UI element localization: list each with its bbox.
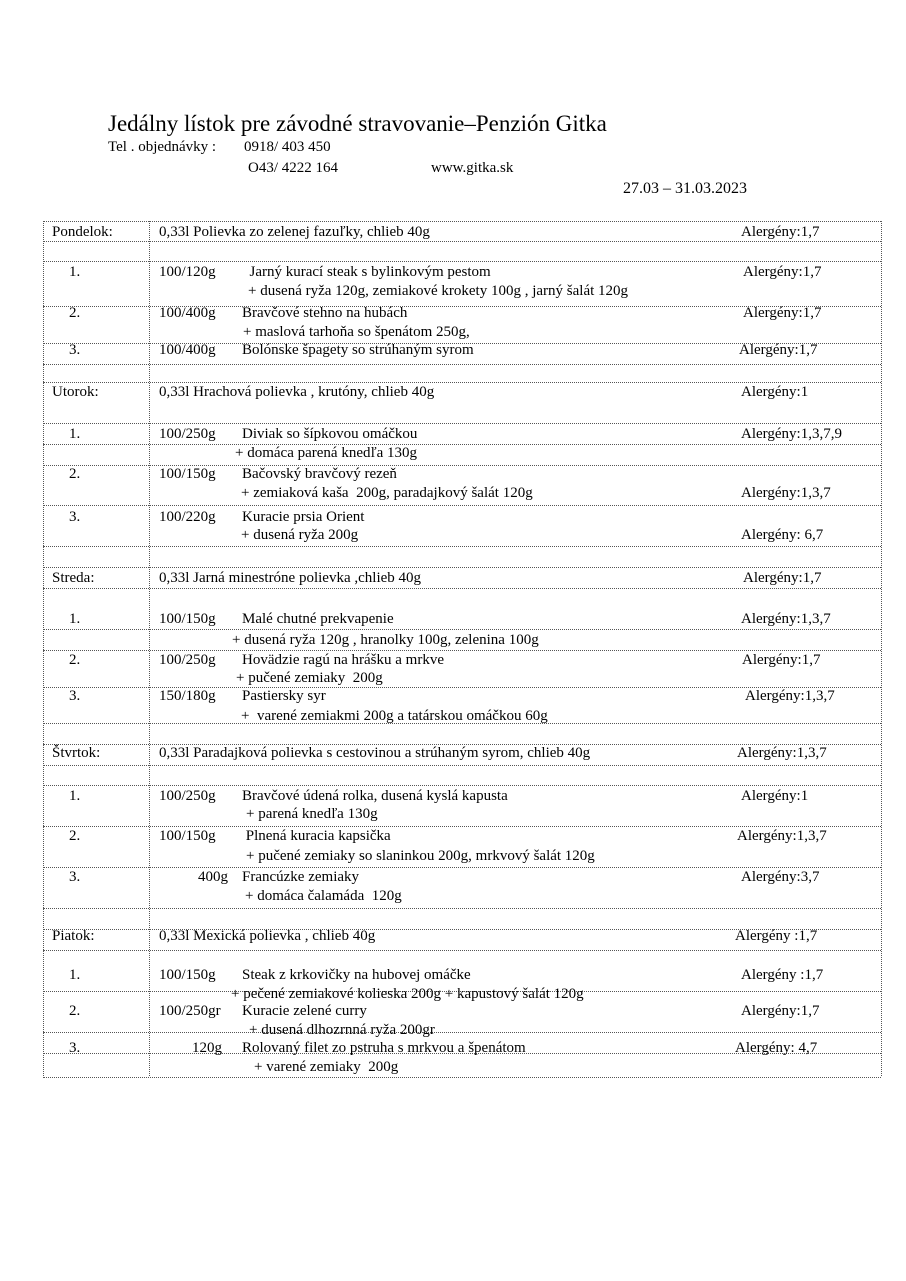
meal-number: 3. [69,1040,81,1056]
meal-number: 2. [69,828,81,844]
soup-allergens: Alergény:1,3,7 [737,745,827,761]
phone-number-1: 0918/ 403 450 [244,139,331,155]
meal-portion: 100/220g [159,509,216,525]
meal-dish: Bravčové údená rolka, dusená kyslá kapusta [242,788,508,804]
meal-side-dish-row [246,848,886,865]
meal-allergens: Alergény:1,3,7 [745,688,835,704]
table-row-rule [43,629,881,630]
day-label: Piatok: [52,928,95,944]
meal-side-dish: + domáca čalamáda 120g [245,888,402,904]
meal-allergens: Alergény:1,3,7,9 [741,426,842,442]
meal-number: 2. [69,305,81,321]
meal-number: 1. [69,967,81,983]
meal-allergens: Alergény:1,7 [743,264,822,280]
meal-side-dish-row [231,986,871,1003]
meal-allergens: Alergény:1,7 [742,652,821,668]
meal-dish: Rolovaný filet zo pstruha s mrkvou a špenátom [242,1040,526,1056]
table-column-rule [43,221,44,1076]
meal-number: 3. [69,342,81,358]
soup-text: 0,33l Mexická polievka , chlieb 40g [159,928,376,944]
meal-dish: Jarný kurací steak s bylinkovým pestom [242,264,491,280]
table-row-rule [43,423,881,424]
meal-allergens: Alergény: 6,7 [741,527,824,543]
meal-side-dish: + maslová tarhoňa so špenátom 250g, [243,324,470,340]
meal-side-dish: + dusená ryža 120g, zemiakové krokety 100g , jarný šalát 120g [248,283,629,299]
meal-portion: 150/180g [159,688,216,704]
meal-number: 1. [69,788,81,804]
meal-allergens: Alergény:1,3,7 [741,611,831,627]
meal-side-dish-row [246,806,886,823]
meal-dish: Pastiersky syr [242,688,326,704]
meal-number: 1. [69,426,81,442]
meal-portion: 120g [192,1040,222,1056]
table-row-rule [43,567,881,568]
meal-dish: Bolónske špagety so strúhaným syrom [242,342,474,358]
menu-table [43,221,881,1076]
table-row-rule [43,546,881,547]
meal-side-dish-row [236,670,876,687]
meal-allergens: Alergény:1,7 [743,305,822,321]
meal-portion: 100/150g [159,828,216,844]
table-row-rule [43,364,881,365]
day-label: Streda: [52,570,95,586]
table-row-rule [43,785,881,786]
date-range: 27.03 – 31.03.2023 [623,180,747,197]
soup-text: 0,33l Paradajková polievka s cestovinou a strúhaným syrom, chlieb 40g [159,745,591,761]
day-label: Pondelok: [52,224,113,240]
soup-allergens: Alergény :1,7 [735,928,818,944]
meal-side-dish: + parená knedľa 130g [246,806,378,822]
soup-text: 0,33l Jarná minestróne polievka ,chlieb 40g [159,570,422,586]
meal-portion: 100/150g [159,466,216,482]
table-row-rule [43,867,881,868]
meal-number: 1. [69,264,81,280]
meal-side-dish-row [245,888,885,905]
table-row-rule [43,241,881,242]
soup-text: 0,33l Hrachová polievka , krutóny, chlieb 40g [159,384,435,400]
meal-dish: Kuracie zelené curry [242,1003,367,1019]
meal-number: 1. [69,611,81,627]
meal-allergens: Alergény:3,7 [741,869,820,885]
meal-number: 3. [69,509,81,525]
meal-dish: Malé chutné prekvapenie [242,611,394,627]
table-row-rule [43,1077,881,1078]
meal-number: 2. [69,1003,81,1019]
meal-number: 2. [69,652,81,668]
meal-side-dish: + pučené zemiaky 200g [236,670,383,686]
meal-side-dish: + dusená ryža 120g , hranolky 100g, zelenina 100g [232,632,539,648]
meal-allergens: Alergény:1,3,7 [737,828,827,844]
meal-dish: Bačovský bravčový rezeň [242,466,397,482]
meal-dish: Kuracie prsia Orient [242,509,365,525]
table-row-rule [43,826,881,827]
meal-dish: Hovädzie ragú na hrášku a mrkve [242,652,445,668]
meal-side-dish: + dusená dlhozrnná ryža 200gr [249,1022,435,1038]
soup-text: 0,33l Polievka zo zelenej fazuľky, chlieb 40g [159,224,430,240]
meal-portion: 100/250gr [159,1003,221,1019]
day-label: Štvrtok: [52,745,101,761]
meal-allergens: Alergény:1,3,7 [741,485,831,501]
meal-side-dish: + zemiaková kaša 200g, paradajkový šalát 120g [241,485,533,501]
meal-side-dish-row [241,527,881,544]
table-row-rule [43,588,881,589]
page-title: Jedálny lístok pre závodné stravovanie–Penzión Gitka [108,111,607,136]
table-row-rule [43,382,881,383]
meal-dish: Francúzke zemiaky [242,869,360,885]
soup-allergens: Alergény:1,7 [741,224,820,240]
meal-number: 2. [69,466,81,482]
table-row-rule [43,221,881,222]
meal-allergens: Alergény:1,7 [741,1003,820,1019]
meal-allergens: Alergény:1,7 [739,342,818,358]
meal-side-dish-row [241,708,881,725]
meal-side-dish: + varené zemiaky 200g [254,1059,399,1075]
meal-side-dish-row [254,1059,894,1076]
table-row-rule [43,505,881,506]
meal-number: 3. [69,688,81,704]
meal-dish: Plnená kuracia kapsička [242,828,391,844]
meal-portion: 100/250g [159,426,216,442]
meal-portion: 100/120g [159,264,216,280]
meal-side-dish: + domáca parená knedľa 130g [235,445,417,461]
meal-portion: 100/150g [159,967,216,983]
meal-portion: 100/250g [159,652,216,668]
phone-number-2: O43/ 4222 164 [248,160,338,176]
meal-side-dish: + varené zemiakmi 200g a tatárskou omáčkou 60g [241,708,548,724]
meal-number: 3. [69,869,81,885]
meal-portion: 100/150g [159,611,216,627]
meal-side-dish-row [232,632,872,649]
meal-portion: 100/250g [159,788,216,804]
meal-side-dish: + dusená ryža 200g [241,527,359,543]
meal-allergens: Alergény :1,7 [741,967,824,983]
meal-side-dish-row [248,283,888,300]
table-row-rule [43,950,881,951]
meal-side-dish-row [243,324,883,341]
phone-label: Tel . objednávky : [108,139,217,155]
meal-side-dish-row [241,485,881,502]
table-column-rule [881,221,882,1076]
meal-dish: Steak z krkovičky na hubovej omáčke [242,967,471,983]
meal-portion: 100/400g [159,305,216,321]
table-row-rule [43,650,881,651]
meal-allergens: Alergény:1 [741,788,809,804]
meal-side-dish: + pečené zemiakové kolieska 200g + kapustový šalát 120g [231,986,584,1002]
meal-side-dish-row [249,1022,889,1039]
table-row-rule [43,261,881,262]
meal-dish: Bravčové stehno na hubách [242,305,408,321]
day-label: Utorok: [52,384,99,400]
soup-allergens: Alergény:1,7 [743,570,822,586]
table-column-rule [149,221,150,1076]
soup-allergens: Alergény:1 [741,384,809,400]
meal-side-dish-row [235,445,875,462]
table-row-rule [43,908,881,909]
website: www.gitka.sk [431,160,514,176]
meal-dish: Diviak so šípkovou omáčkou [242,426,418,442]
table-row-rule [43,765,881,766]
meal-portion: 400g [198,869,228,885]
meal-allergens: Alergény: 4,7 [735,1040,818,1056]
meal-portion: 100/400g [159,342,216,358]
meal-side-dish: + pučené zemiaky so slaninkou 200g, mrkvový šalát 120g [246,848,595,864]
